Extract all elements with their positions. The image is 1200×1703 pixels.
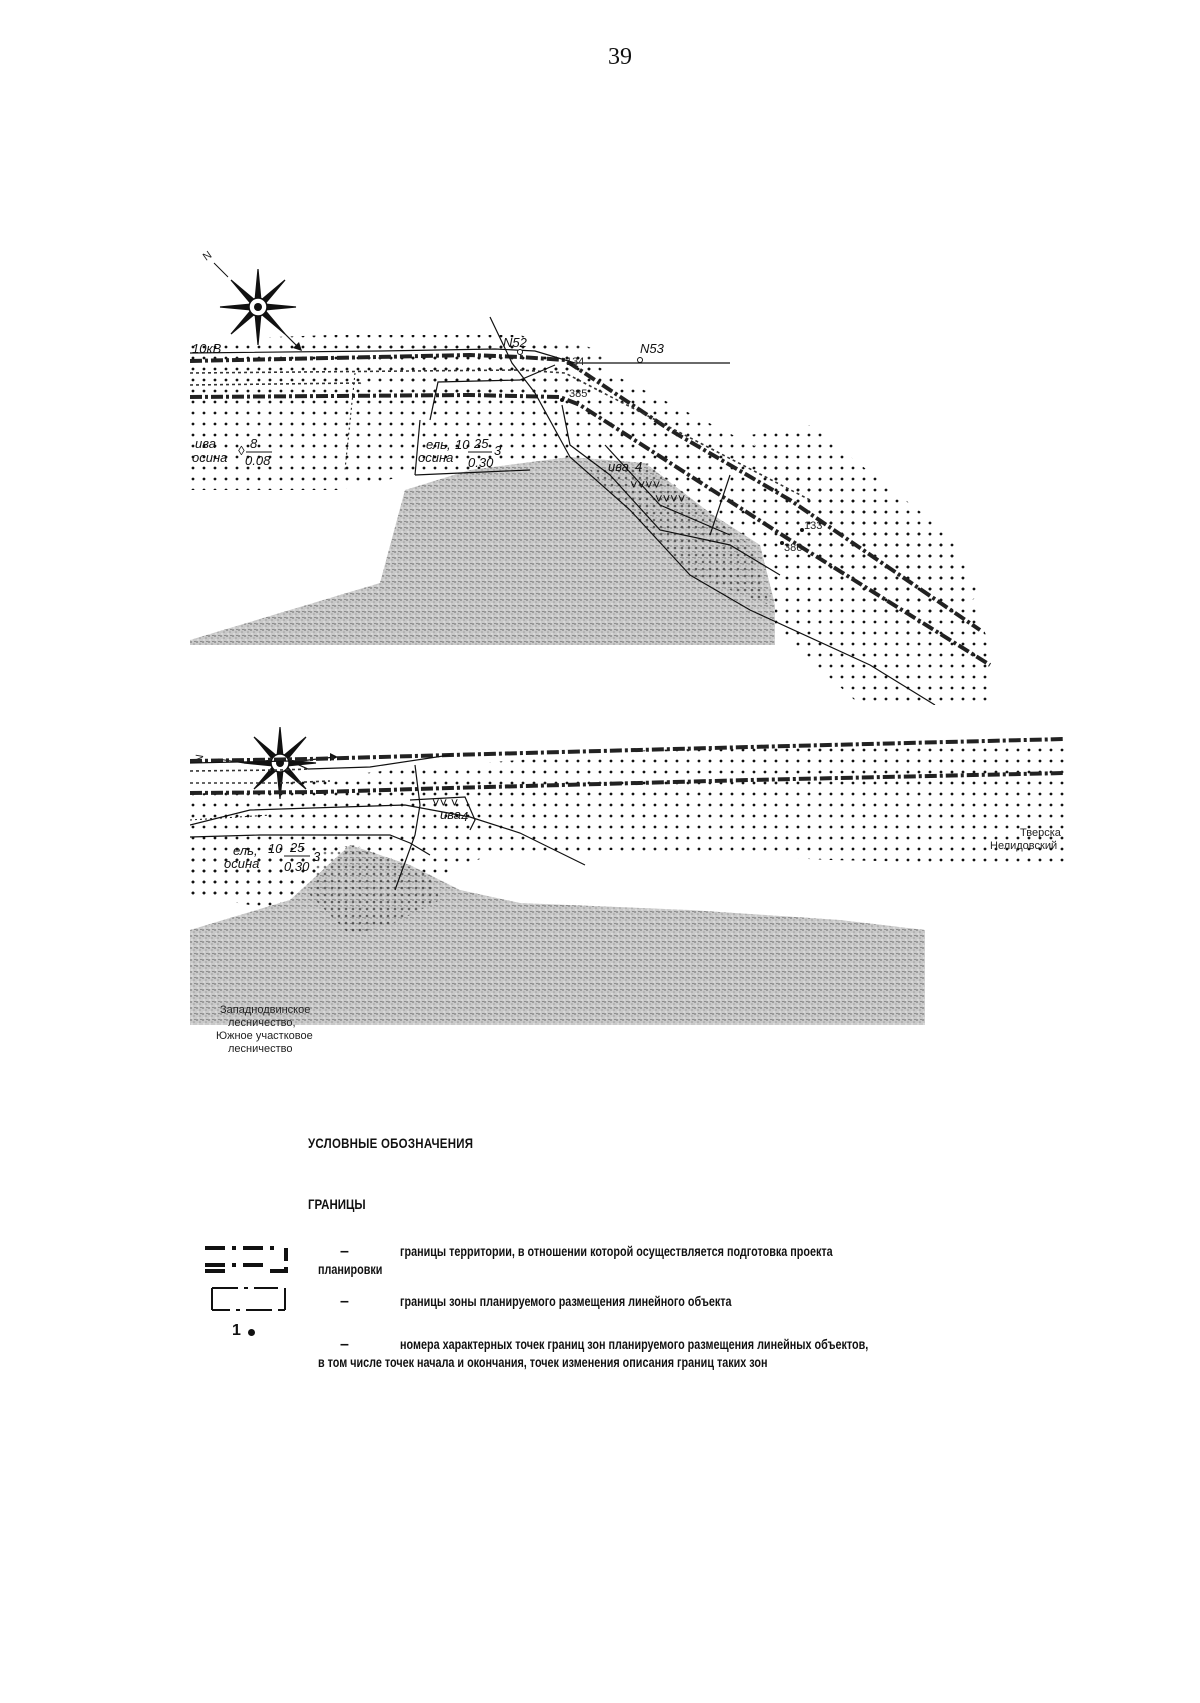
svg-text:Западнодвинское: Западнодвинское [220,1004,311,1016]
legend-item-characteristic-points: 1 – номера характерных точек границ зон планируемого размещения линейных объектов, в том числе точек начала и окончания, точек изменения описания границ таких зон [200,1322,1000,1372]
svg-text:ель,: ель, [233,843,258,858]
point-label-133: 133 [804,520,823,532]
svg-text:3: 3 [494,443,502,458]
svg-text:лесничество: лесничество [228,1043,293,1055]
svg-text:˅˅˅˅: ˅˅˅˅ [655,491,686,506]
point-label-386: 386 [784,542,803,554]
point-number-sample: 1 [232,1322,241,1339]
svg-text:осина: осина [418,450,454,465]
map-top [190,245,1065,705]
svg-text:ива: ива [440,807,461,822]
legend-text: границы территории, в отношении которой осуществляется подготовка проекта [400,1244,833,1259]
svg-text:˅˅ ˅: ˅˅ ˅ [432,795,459,810]
svg-text:ива: ива [195,436,216,451]
svg-text:осина: осина [192,450,228,465]
point-dot-icon [248,1329,255,1336]
compass-rose-icon [201,249,302,351]
svg-text:лесничество,: лесничество, [228,1017,296,1029]
point-label-385: 385 [569,388,588,400]
legend-text: в том числе точек начала и окончания, точек изменения описания границ таких зон [318,1355,768,1370]
svg-text:4: 4 [461,809,469,824]
svg-text:N: N [193,753,207,764]
svg-text:0.30: 0.30 [468,455,494,470]
legend-item-territory-boundary: – границы территории, в отношении которой осуществляется подготовка проекта планировки [200,1243,1000,1283]
legend-text: планировки [318,1262,383,1277]
node-label-n52: N52 [503,335,527,350]
zone-boundary-symbol-icon [200,1285,290,1315]
svg-text:Нелидовский: Нелидовский [990,840,1058,852]
svg-text:Южное участковое: Южное участковое [216,1030,313,1042]
svg-text:N: N [200,249,215,264]
svg-text:4: 4 [635,459,643,474]
svg-text:0.08: 0.08 [245,453,271,468]
legend-subtitle: ГРАНИЦЫ [308,1196,366,1212]
legend-text: границы зоны планируемого размещения линейного объекта [400,1294,732,1309]
svg-text:◊: ◊ [238,443,245,458]
svg-text:10: 10 [455,437,470,452]
svg-text:3: 3 [313,849,321,864]
svg-text:Тверска: Тверска [1020,827,1061,839]
legend-text: номера характерных точек границ зон планируемого размещения линейных объектов, [400,1337,869,1352]
svg-text:0.30: 0.30 [284,859,310,874]
quarter-label: 10кВ [192,341,222,356]
svg-text:8: 8 [250,436,258,451]
legend-title: УСЛОВНЫЕ ОБОЗНАЧЕНИЯ [308,1135,474,1151]
territory-boundary-symbol-icon [200,1243,290,1279]
page-number: 39 [608,44,632,70]
forestry-label [216,1004,313,1055]
legend-item-zone-boundary: – границы зоны планируемого размещения линейного объекта [200,1285,1000,1315]
node-label-n53: N53 [640,341,664,356]
svg-text:ель,: ель, [426,437,451,452]
svg-text:25: 25 [474,436,489,451]
map-bottom [190,725,1065,1115]
svg-text:25: 25 [290,840,305,855]
svg-text:˅˅˅˅: ˅˅˅˅ [630,477,661,492]
svg-text:осина: осина [224,856,260,871]
svg-text:10: 10 [268,841,283,856]
point-label-134: 134 [566,356,585,368]
svg-text:ива: ива [608,459,629,474]
